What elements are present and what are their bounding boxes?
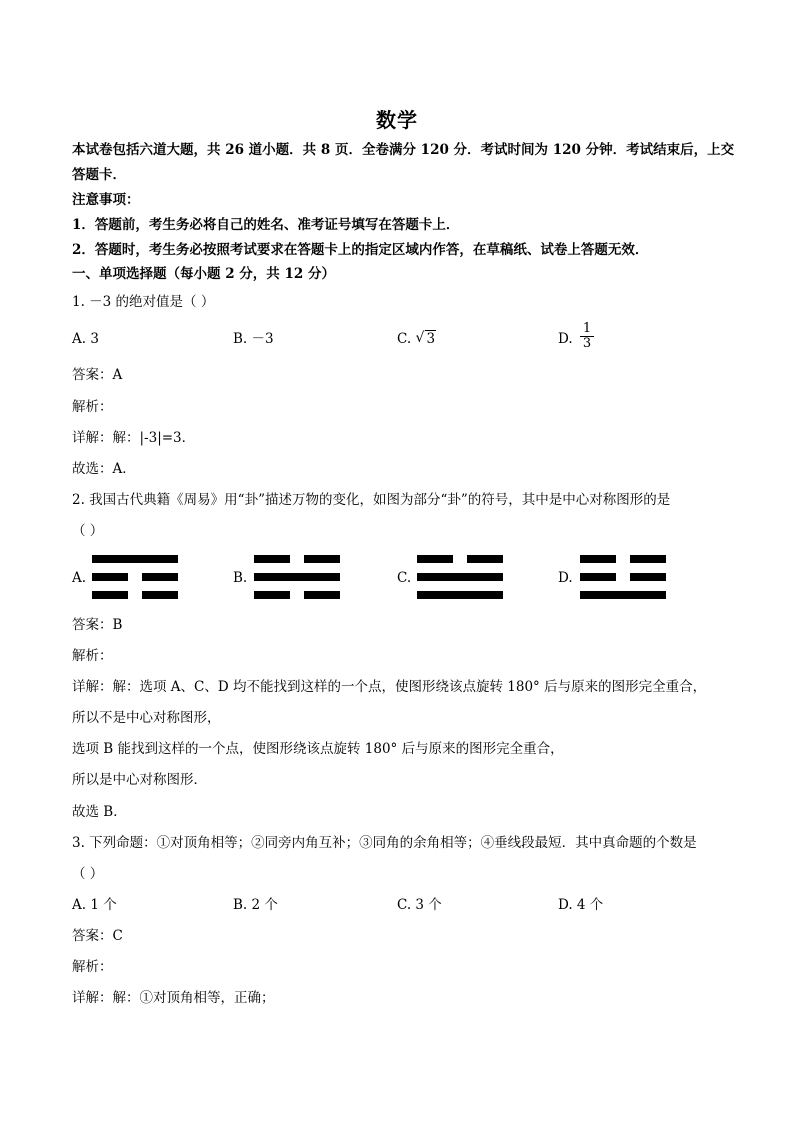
intro-line-1: 本试卷包括六道大题，共 26 道小题．共 8 页．全卷满分 120 分．考试时间为 120 分钟．考试结束后，上交 (72, 142, 735, 158)
q1-option-a: A. 3 (72, 331, 99, 347)
q1-choice: 故选：A． (72, 461, 136, 477)
q2-analysis: 解析： (72, 648, 113, 664)
q1-option-c (397, 329, 436, 349)
trigram-b-icon (254, 555, 340, 599)
q2-option-d-label: D. (558, 570, 573, 586)
fraction-denominator: 3 (582, 336, 592, 351)
notice-item-2: 2．答题时，考生务必按照考试要求在答题卡上的指定区域内作答，在草稿纸、试卷上答题无效． (72, 242, 649, 258)
q3-option-c: C. 3 个 (397, 897, 442, 913)
q3-stem-2: （ ） (72, 866, 104, 882)
q2-stem-2: （ ） (72, 523, 104, 539)
fraction-one-third (580, 322, 594, 351)
notice-heading: 注意事项： (72, 192, 140, 208)
q1-analysis: 解析： (72, 399, 113, 415)
trigram-a-icon (92, 555, 178, 599)
q2-detail-3: 选项 B 能找到这样的一个点，使图形绕该点旋转 180° 后与原来的图形完全重合， (72, 741, 564, 757)
q1-option-c-label: C. (397, 331, 412, 347)
q3-option-a: A. 1 个 (72, 897, 117, 913)
q3-answer: 答案：C (72, 928, 123, 944)
fraction-numerator: 1 (580, 322, 594, 337)
sqrt-3 (415, 329, 436, 349)
q1-detail: 详解：解：|-3|=3． (72, 430, 196, 446)
q2-detail-2: 所以不是中心对称图形， (72, 710, 221, 726)
q2-choice: 故选 B． (72, 804, 127, 820)
q2-option-c-label: C. (397, 570, 412, 586)
q2-stem-1: 2. 我国古代典籍《周易》用“卦”描述万物的变化，如图为部分“卦”的符号，其中是中心对称图形的是 (72, 492, 671, 508)
trigram-c-icon (417, 555, 503, 599)
q2-detail-1: 详解：解：选项 A、C、D 均不能找到这样的一个点，使图形绕该点旋转 180° 后与原来的图形完全重合， (72, 679, 707, 695)
notice-item-1: 1．答题前，考生务必将自己的姓名、准考证号填写在答题卡上． (72, 217, 460, 233)
q3-option-d: D. 4 个 (558, 897, 604, 913)
radical-sign: √ (415, 330, 425, 346)
q2-detail-4: 所以是中心对称图形． (72, 772, 207, 788)
intro-line-2: 答题卡． (72, 167, 126, 183)
q3-option-b: B. 2 个 (233, 897, 278, 913)
q2-answer: 答案：B (72, 617, 123, 633)
trigram-d-icon (580, 555, 666, 599)
q3-detail: 详解：解：①对顶角相等，正确； (72, 990, 275, 1006)
radicand: 3 (426, 331, 436, 347)
q2-option-b-label: B. (233, 570, 248, 586)
q1-option-d-label: D. (558, 331, 573, 347)
q1-option-b: B. －3 (233, 331, 274, 347)
section-heading: 一、单项选择题（每小题 2 分，共 12 分） (72, 266, 335, 282)
q3-analysis: 解析： (72, 959, 113, 975)
q3-stem-1: 3. 下列命题：①对顶角相等；②同旁内角互补；③同角的余角相等；④垂线段最短．其中真命题的个数是 (72, 835, 697, 851)
q1-stem: 1. －3 的绝对值是（ ） (72, 294, 215, 310)
page-title: 数学 (376, 108, 418, 132)
q2-option-a-label: A. (72, 570, 87, 586)
q1-answer: 答案：A (72, 367, 123, 383)
